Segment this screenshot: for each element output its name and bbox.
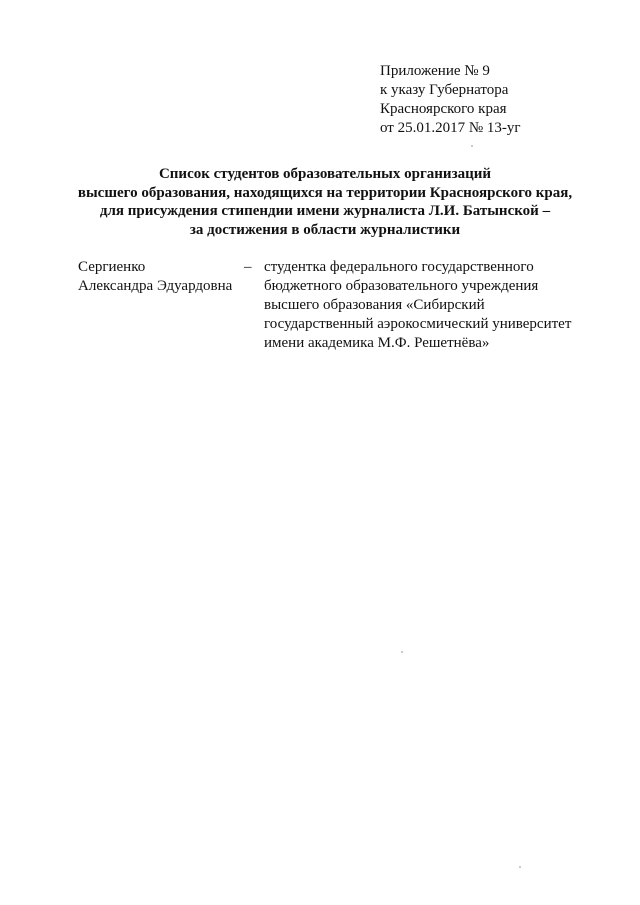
description-line: бюджетного образовательного учреждения	[264, 278, 539, 294]
description-line: государственный аэрокосмический университет	[264, 316, 572, 332]
appendix-decree-ref: к указу Губернатора	[380, 82, 509, 98]
entry-dash: –	[244, 259, 252, 275]
description-line: имени академика М.Ф. Решетнёва»	[264, 335, 490, 351]
student-description	[264, 258, 604, 353]
description-line: высшего образования «Сибирский	[264, 297, 485, 313]
document-title	[60, 165, 590, 239]
student-name	[78, 258, 232, 296]
title-line: высшего образования, находящихся на территории Красноярского края,	[77, 184, 573, 201]
description-line: студентка федерального государственного	[264, 259, 534, 275]
title-line: Список студентов образовательных организаций	[158, 166, 492, 182]
scan-speck	[471, 145, 473, 147]
appendix-number: Приложение № 9	[380, 63, 490, 79]
title-line: за достижения в области журналистики	[189, 221, 461, 238]
appendix-header	[380, 62, 521, 138]
scan-speck	[519, 866, 521, 868]
scan-speck	[401, 651, 403, 653]
appendix-date: от 25.01.2017 № 13-уг	[380, 120, 521, 136]
student-surname: Сергиенко	[78, 259, 146, 275]
student-given-names: Александра Эдуардовна	[78, 278, 233, 294]
appendix-region: Красноярского края	[380, 101, 507, 117]
title-line: для присуждения стипендии имени журналиста Л.И. Батынской –	[99, 203, 551, 219]
